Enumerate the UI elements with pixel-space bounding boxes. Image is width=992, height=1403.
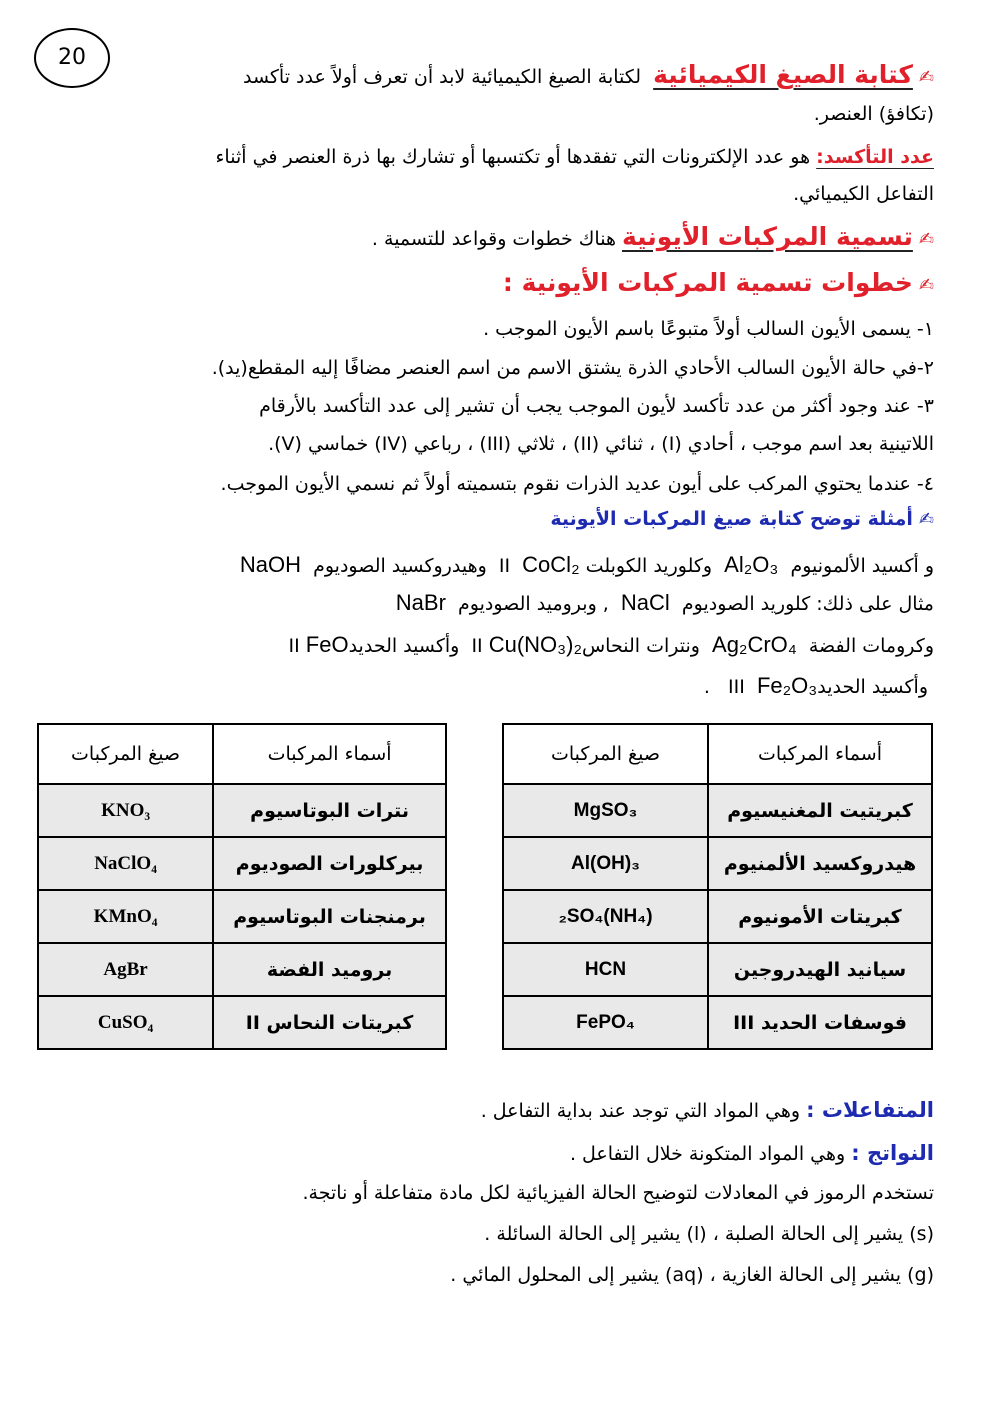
compound-formula: Al(OH)₃ [503,837,708,890]
compound-formula: AgBr [38,943,213,996]
symbols-intro: تستخدم الرموز في المعادلات لتوضيح الحالة الفيزيائية لكل مادة متفاعلة أو ناتجة. [302,1182,934,1204]
table-row [503,837,932,890]
products-text: وهي المواد المتكونة خلال التفاعل . [569,1143,846,1165]
products-definition [570,1141,934,1165]
examples-line-1 [240,552,934,578]
compound-formula: CuSO₄ [38,996,213,1049]
header-cell: أسماء المركبات [213,724,446,784]
table-row [503,943,932,996]
pen-icon: ✍ [918,229,934,250]
table-row [503,996,932,1049]
examples-line-3 [289,632,934,658]
reactants-term: المتفاعلات : [806,1098,934,1122]
oxidation-definition [216,146,935,168]
formula: CoCl₂ [522,552,580,577]
section-title: تسمية المركبات الأيونية [622,222,913,251]
example-text: وأكسيد الحديدIII [728,676,928,698]
table-row [38,996,446,1049]
compound-name: هيدروكسيد الألمنيوم [708,837,932,890]
compound-name: كبريتات النحاس II [213,996,446,1049]
compound-formula: KNO₃ [38,784,213,837]
example-text: وكلوريد الكوبلت II [498,555,713,577]
oxidation-text: هو عدد الإلكترونات التي تفقدها أو تكتسبها أو تشارك بها ذرة العنصر في أثناء [215,146,811,168]
section-examples [550,508,934,530]
example-text: وهيدروكسيد الصوديوم [313,555,487,577]
section-text: هناك خطوات وقواعد للتسمية . [371,228,616,250]
compound-formula: (NH₄)₂SO₄ [503,890,708,943]
formula: Ag₂CrO₄ [712,632,797,657]
header-cell: صيغ المركبات [38,724,213,784]
oxidation-term: عدد التأكسد: [816,146,934,168]
table-row [38,943,446,996]
formula: Fe₂O₃ [756,673,818,698]
symbols-line-2: (g) يشير إلى الحالة الغازية ، (aq) يشير إلى المحلول المائي . [450,1264,934,1286]
section-title: خطوات تسمية المركبات الأيونية : [502,268,913,297]
formula: NaOH [239,552,301,577]
formula: NaCl [620,590,670,615]
header-cell: صيغ المركبات [503,724,708,784]
example-text: و أكسيد الألمونيوم [790,555,934,577]
compound-name: نترات البوتاسيوم [213,784,446,837]
step-4: ٤- عندما يحتوي المركب على أيون عديد الذرات نقوم بتسميته أولاً ثم نسمي الأيون الموجب. [220,473,934,495]
examples-line-2 [396,590,934,616]
section-naming-ionic [372,222,934,251]
compound-formula: KMnO₄ [38,890,213,943]
formula: FeO [305,632,349,657]
section-text: لكتابة الصيغ الكيميائية لابد أن تعرف أولاً عدد تأكسد [242,66,642,88]
compound-name: كبريتيت المغنيسيوم [708,784,932,837]
formula: NaBr [395,590,446,615]
table-header [38,724,446,784]
header-cell: أسماء المركبات [708,724,932,784]
section-title: أمثلة توضح كتابة صيغ المركبات الأيونية [550,508,913,530]
compound-formula: FePO₄ [503,996,708,1049]
example-text: مثال على ذلك: كلوريد الصوديوم [681,593,934,615]
compound-formula: HCN [503,943,708,996]
example-text: وأكسيد الحديدII [288,635,460,657]
step-2: ٢-في حالة الأيون السالب الأحادي الذرة يشتق الاسم من اسم العنصر مضافًا إليه المقطع(يد). [211,357,934,379]
compound-name: بيركلورات الصوديوم [213,837,446,890]
table-row [38,837,446,890]
compound-name: كبريتات الأمونيوم [708,890,932,943]
example-text: ونترات النحاسII [471,635,700,657]
compound-name: فوسفات الحديد III [708,996,932,1049]
table-row [503,890,932,943]
formula: Cu(NO₃)₂ [488,632,582,657]
pen-icon: ✍ [918,509,934,530]
pen-icon: ✍ [918,275,934,296]
reactants-definition [481,1098,934,1122]
step-3: ٣- عند وجود أكثر من عدد تأكسد لأيون الموجب يجب أن تشير إلى عدد التأكسد بالأرقام [259,395,934,417]
page-number: 20 [34,28,110,88]
products-term: النواتج : [851,1141,934,1165]
compound-name: برمنجنات البوتاسيوم [213,890,446,943]
table-header [503,724,932,784]
section-writing-formulas [243,60,934,89]
table-row [38,890,446,943]
example-text: وكرومات الفضة [808,635,934,657]
section-text-continued: (تكافؤ) العنصر. [813,103,934,125]
compound-name: بروميد الفضة [213,943,446,996]
pen-icon: ✍ [918,67,934,88]
table-row [38,784,446,837]
oxidation-text-continued: التفاعل الكيميائي. [793,183,934,205]
symbols-line-1: (s) يشير إلى الحالة الصلبة ، (l) يشير إلى الحالة السائلة . [484,1223,934,1245]
compounds-table-right [502,723,933,1050]
compound-name: سيانيد الهيدروجين [708,943,932,996]
compounds-table-left [37,723,447,1050]
formula: Al₂O₃ [724,552,779,577]
examples-line-4 [704,673,928,699]
section-title: كتابة الصيغ الكيميائية [653,60,913,89]
step-1: ١- يسمى الأيون السالب أولاً متبوعًا باسم الأيون الموجب . [483,318,934,340]
reactants-text: وهي المواد التي توجد عند بداية التفاعل . [480,1100,801,1122]
compound-formula: MgSO₃ [503,784,708,837]
section-naming-steps [503,268,934,297]
table-row [503,784,932,837]
example-text: . [703,676,710,698]
step-3-continued: اللاتينية بعد اسم موجب ، أحادي (I) ، ثنائي (II) ، ثلاثي (III) ، رباعي (IV) خماسي (V). [268,433,934,455]
compound-formula: NaClO₄ [38,837,213,890]
example-text: , وبروميد الصوديوم [458,593,609,615]
